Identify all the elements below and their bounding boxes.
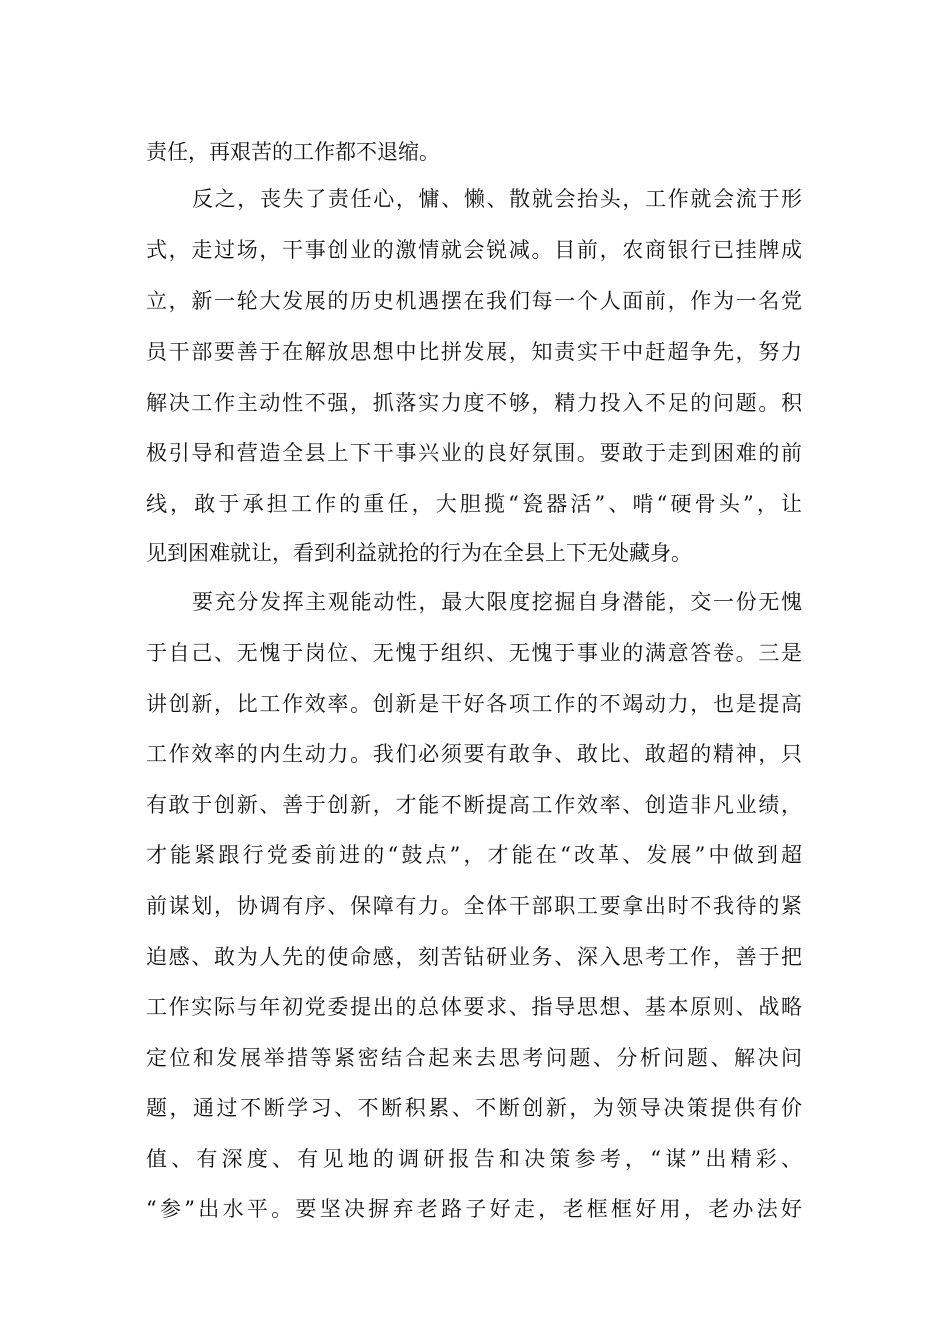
paragraph-line: “参”出水平。要坚决摒弃老路子好走，老框框好用，老办法好 <box>146 1197 802 1221</box>
paragraph-line: 于自己、无愧于岗位、无愧于组织、无愧于事业的满意答卷。三是 <box>146 641 802 665</box>
paragraph-line: 式，走过场，干事创业的激情就会锐减。目前，农商银行已挂牌成 <box>146 238 802 262</box>
paragraph-line: 立，新一轮大发展的历史机遇摆在我们每一个人面前，作为一名党 <box>146 289 802 313</box>
paragraph-line: 工作实际与年初党委提出的总体要求、指导思想、基本原则、战略 <box>146 995 802 1019</box>
paragraph-line: 才能紧跟行党委前进的“鼓点”，才能在“改革、发展”中做到超 <box>146 843 802 867</box>
paragraph-line: 值、有深度、有见地的调研报告和决策参考，“谋”出精彩、 <box>146 1147 802 1171</box>
paragraph-first-line: 反之，丧失了责任心，慵、懒、散就会抬头，工作就会流于形 <box>192 187 802 211</box>
paragraph-line: 线，敢于承担工作的重任，大胆揽“瓷器活”、啃“硬骨头”，让 <box>146 492 802 516</box>
paragraph-line: 迫感、敢为人先的使命感，刻苦钻研业务、深入思考工作，善于把 <box>146 945 802 969</box>
paragraph-line: 工作效率的内生动力。我们必须要有敢争、敢比、敢超的精神，只 <box>146 742 802 766</box>
paragraph-line: 见到困难就让，看到利益就抢的行为在全县上下无处藏身。 <box>146 541 692 565</box>
paragraph-line: 员干部要善于在解放思想中比拼发展，知责实干中赶超争先，努力 <box>146 340 802 364</box>
paragraph-line: 有敢于创新、善于创新，才能不断提高工作效率、创造非凡业绩， <box>146 793 802 817</box>
paragraph-first-line: 要充分发挥主观能动性，最大限度挖掘自身潜能，交一份无愧 <box>192 590 802 614</box>
paragraph-line: 前谋划，协调有序、保障有力。全体干部职工要拿出时不我待的紧 <box>146 894 802 918</box>
paragraph-line: 责任，再艰苦的工作都不退缩。 <box>146 140 440 164</box>
paragraph-line: 解决工作主动性不强，抓落实力度不够，精力投入不足的问题。积 <box>146 391 802 415</box>
paragraph-line: 定位和发展举措等紧密结合起来去思考问题、分析问题、解决问 <box>146 1046 802 1070</box>
paragraph-line: 题，通过不断学习、不断积累、不断创新，为领导决策提供有价 <box>146 1096 802 1120</box>
paragraph-line: 讲创新，比工作效率。创新是干好各项工作的不竭动力，也是提高 <box>146 692 802 716</box>
paragraph-line: 极引导和营造全县上下干事兴业的良好氛围。要敢于走到困难的前 <box>146 441 802 465</box>
